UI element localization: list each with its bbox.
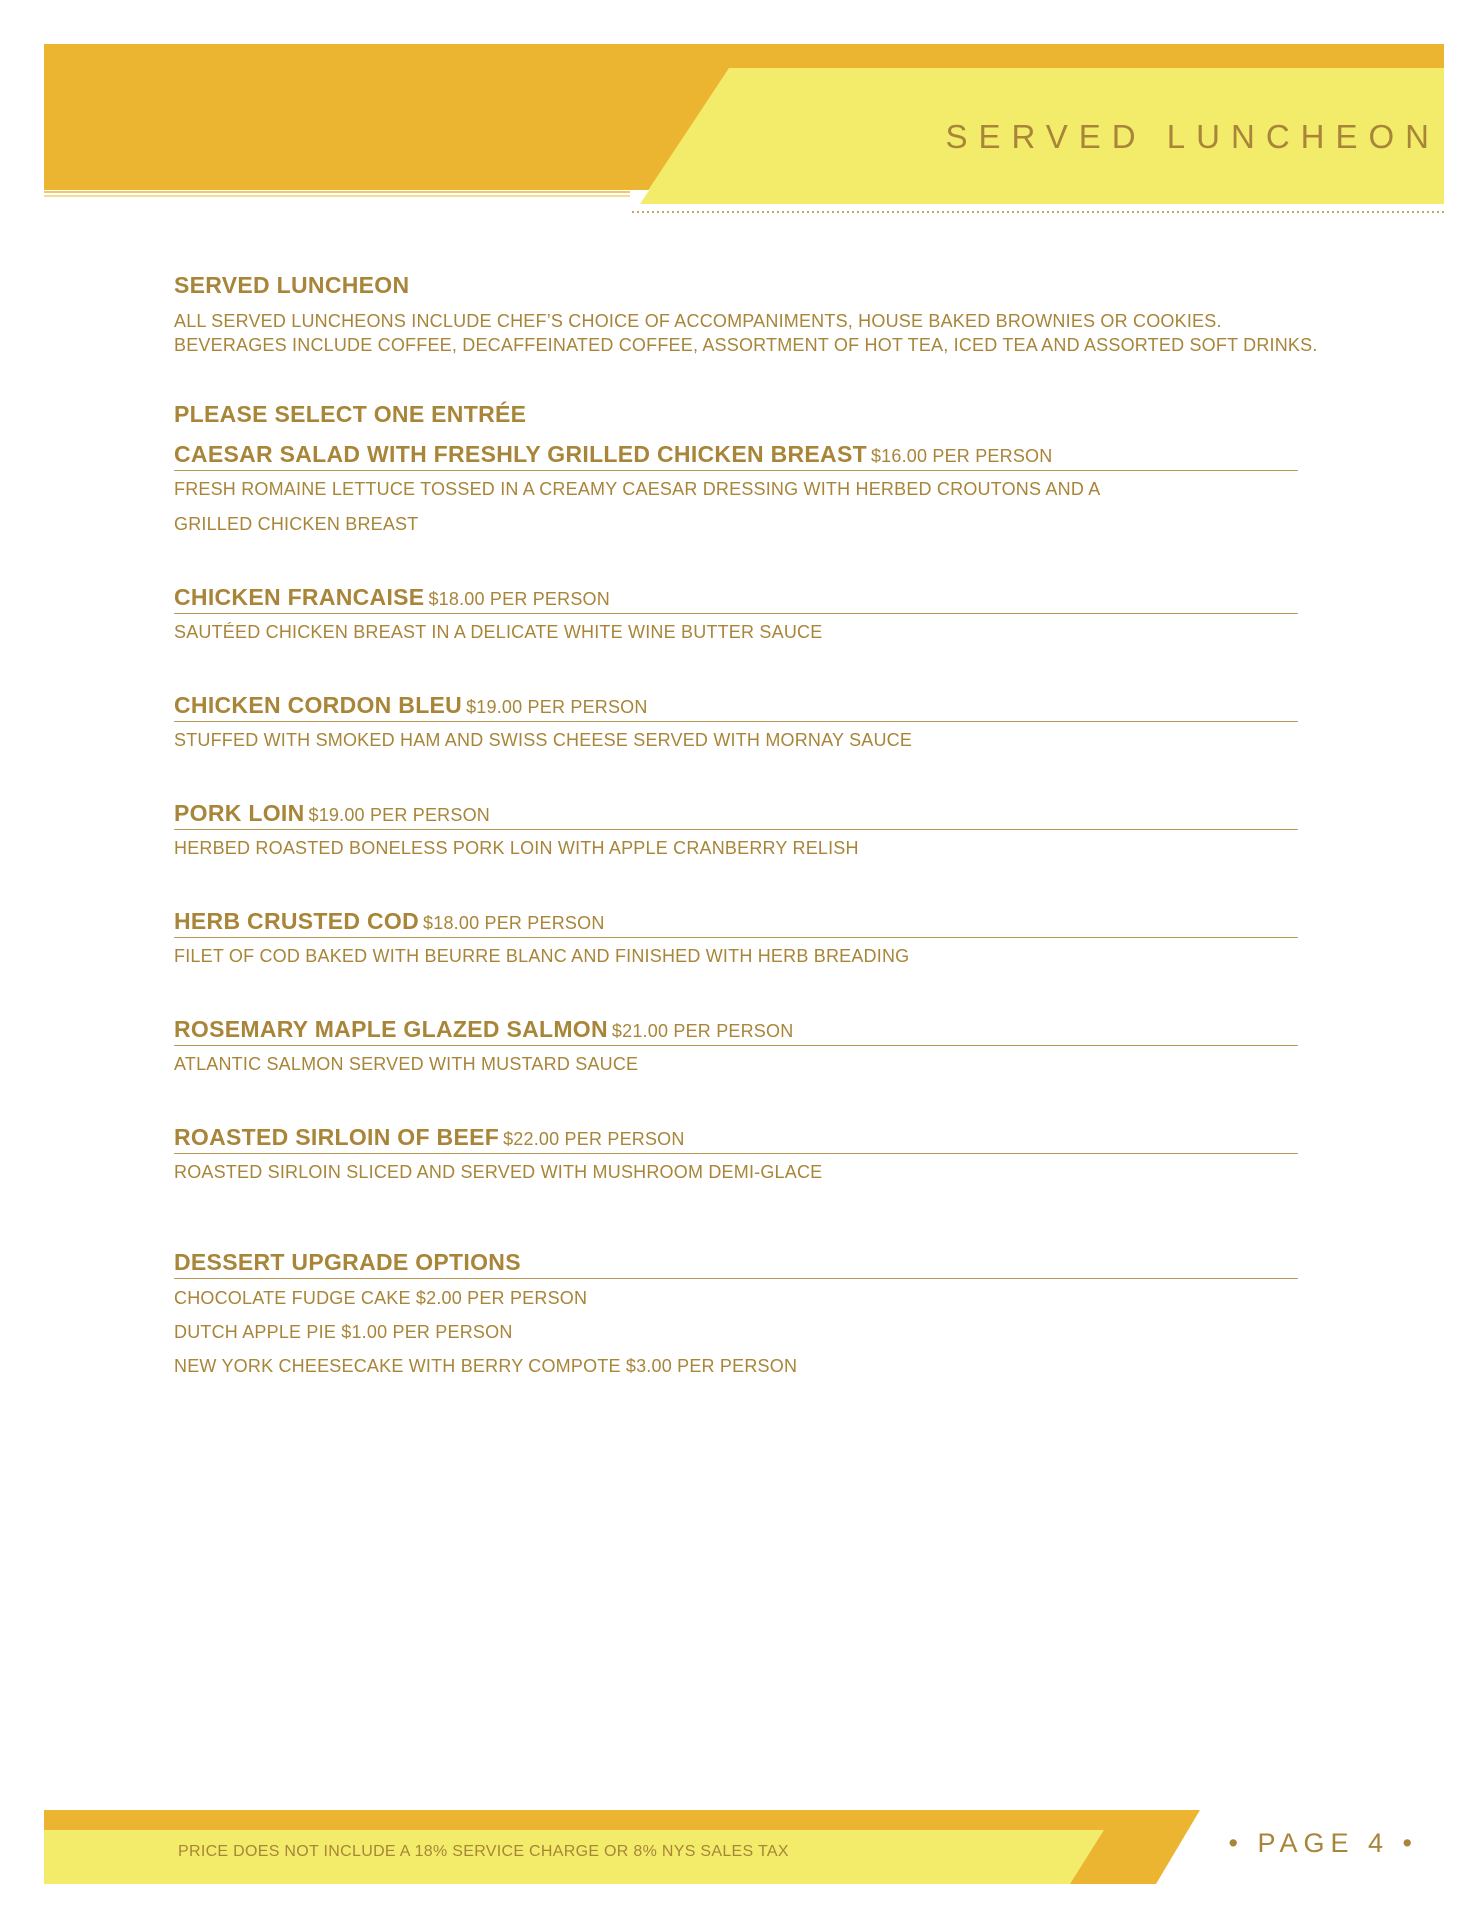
entree-price: $18.00 PER PERSON: [428, 589, 610, 609]
entree-item: [174, 441, 1298, 541]
entree-name: CHICKEN CORDON BLEU: [174, 692, 463, 718]
entree-item: [174, 908, 1298, 973]
entree-description: SAUTÉED CHICKEN BREAST IN A DELICATE WHITE WINE BUTTER SAUCE: [174, 622, 823, 642]
entree-description: ROASTED SIRLOIN SLICED AND SERVED WITH MUSHROOM DEMI-GLACE: [174, 1162, 823, 1182]
entree-item: [174, 800, 1298, 865]
entree-item: [174, 692, 1298, 757]
entree-price: $22.00 PER PERSON: [503, 1129, 685, 1149]
entree-name: CAESAR SALAD WITH FRESHLY GRILLED CHICKEN BREAST: [174, 441, 867, 467]
entree-price: $19.00 PER PERSON: [308, 805, 490, 825]
entree-description: HERBED ROASTED BONELESS PORK LOIN WITH APPLE CRANBERRY RELISH: [174, 838, 859, 858]
entree-description: FILET OF COD BAKED WITH BEURRE BLANC AND FINISHED WITH HERB BREADING: [174, 946, 910, 966]
entree-item: [174, 584, 1298, 649]
entree-price: $19.00 PER PERSON: [466, 697, 648, 717]
intro-line-1: ALL SERVED LUNCHEONS INCLUDE CHEF’S CHOICE OF ACCOMPANIMENTS, HOUSE BAKED BROWNIES OR COOKIES.: [174, 311, 1222, 331]
entree-price: $18.00 PER PERSON: [423, 913, 605, 933]
entree-item: [174, 1016, 1298, 1081]
page-number: • PAGE 4 •: [1228, 1828, 1418, 1858]
intro-line-2: BEVERAGES INCLUDE COFFEE, DECAFFEINATED COFFEE, ASSORTMENT OF HOT TEA, ICED TEA AND ASSORTED SOFT DRINKS.: [174, 335, 1318, 355]
entree-item: [174, 1124, 1298, 1189]
dessert-item: DUTCH APPLE PIE $1.00 PER PERSON: [174, 1322, 513, 1342]
entree-name: ROSEMARY MAPLE GLAZED SALMON: [174, 1016, 608, 1042]
select-entree-title: PLEASE SELECT ONE ENTRÉE: [174, 401, 527, 427]
page-title: SERVED LUNCHEON: [945, 118, 1440, 155]
entree-description: FRESH ROMAINE LETTUCE TOSSED IN A CREAMY CAESAR DRESSING WITH HERBED CROUTONS AND A: [174, 479, 1101, 499]
entree-price: $21.00 PER PERSON: [611, 1021, 794, 1041]
dessert-item: NEW YORK CHEESECAKE WITH BERRY COMPOTE $3.00 PER PERSON: [174, 1356, 798, 1376]
intro-title: SERVED LUNCHEON: [174, 272, 410, 298]
entree-description: STUFFED WITH SMOKED HAM AND SWISS CHEESE SERVED WITH MORNAY SAUCE: [174, 730, 913, 750]
menu-content: [174, 272, 1444, 1383]
entree-price: $16.00 PER PERSON: [870, 446, 1053, 466]
entree-description: GRILLED CHICKEN BREAST: [174, 514, 419, 534]
entree-description: ATLANTIC SALMON SERVED WITH MUSTARD SAUCE: [174, 1054, 639, 1074]
entree-name: ROASTED SIRLOIN OF BEEF: [174, 1124, 500, 1150]
dessert-item: CHOCOLATE FUDGE CAKE $2.00 PER PERSON: [174, 1288, 588, 1308]
entree-name: CHICKEN FRANCAISE: [174, 584, 425, 610]
dessert-title: DESSERT UPGRADE OPTIONS: [174, 1249, 1298, 1279]
entree-name: PORK LOIN: [174, 800, 305, 826]
footer-tax-note: PRICE DOES NOT INCLUDE A 18% SERVICE CHARGE OR 8% NYS SALES TAX: [178, 1843, 789, 1860]
entree-name: HERB CRUSTED COD: [174, 908, 420, 934]
header-dotted-rule: [0, 0, 1484, 220]
